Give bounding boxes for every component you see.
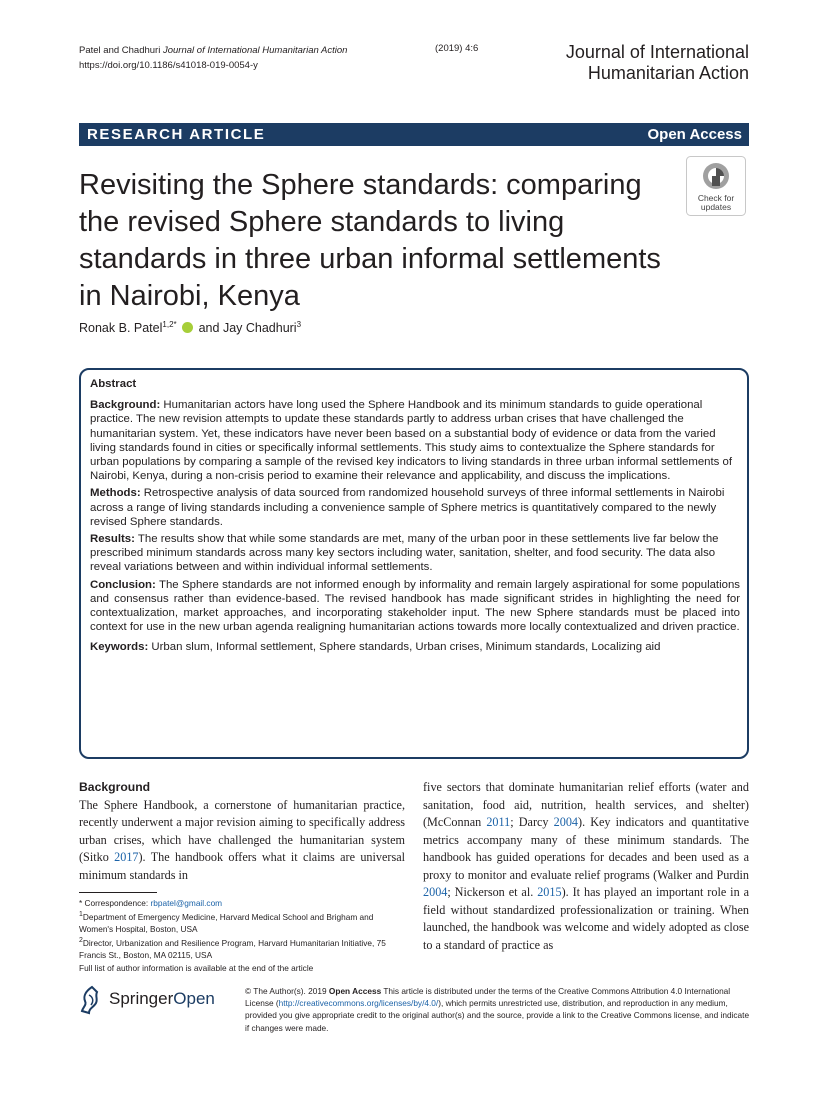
- springer-horse-icon: [79, 985, 105, 1015]
- abstract-text: Humanitarian actors have long used the Sphere Handbook and its minimum standards to guide operational practice. The new revision attempts to update these standards partly to address urban crises that have challenged the humanitarian system. Yet, these indicators have never been based on a substantial body of evidence or data from the varied living standards found in cities or specifically informal settlements. This study aims to contextualize the Sphere standards for urban populations by comparing a sample of the revised key indicators to living standards in three urban informal settlements of Nairobi, Kenya, during a non-crisis period to examine their relevance and applicability, and discuss the implications.: [90, 399, 733, 483]
- body-text: The Sphere Handbook, a cornerstone of humanitarian practice, recently underwent a major revision aiming to specifically address urban crises, which have challenged the humanitarian system (Sitko: [79, 797, 405, 864]
- section-heading: Background: [79, 780, 151, 794]
- affiliation-sup: 2: [79, 937, 83, 945]
- author-list: [79, 320, 301, 335]
- affiliation-sup: 1: [79, 911, 83, 919]
- body-text: five sectors that dominate humanitarian relief efforts (water and sanitation, food aid, nutrition, health services, and shelter) (McConnan: [423, 780, 749, 829]
- header-journal: Journal of International Humanitarian Action: [162, 45, 348, 56]
- article-type-label: RESEARCH ARTICLE: [87, 126, 266, 143]
- author-name[interactable]: Ronak B. Patel: [79, 321, 163, 336]
- springer-open-logo: [79, 985, 234, 1015]
- orcid-icon[interactable]: [182, 322, 193, 333]
- abstract-keywords: [90, 640, 740, 654]
- author-affiliation-sup: 1,2*: [162, 320, 177, 329]
- license-link[interactable]: http://creativecommons.org/licenses/by/4.0/: [278, 998, 439, 1009]
- affiliation-text: Department of Emergency Medicine, Harvard Medical School and Brigham and Women's Hospital, Boston, USA: [79, 911, 374, 935]
- body-text: ). Key indicators and quantitative metrics accompany many of these minimum standards. The handbook has guided operations for decades and been used as a proxy to monitor and evaluate relief programs (Walker and Purdin: [423, 815, 750, 882]
- abstract-label: Background:: [90, 399, 161, 412]
- crossmark-line2: updates: [700, 202, 732, 212]
- abstract-results: [90, 532, 740, 575]
- body-column-right: [423, 779, 749, 954]
- citation-link[interactable]: 2004: [423, 885, 448, 899]
- abstract-heading: Abstract: [90, 378, 137, 390]
- citation-link[interactable]: 2011: [486, 815, 511, 829]
- abstract-label: Keywords:: [90, 641, 149, 654]
- license-oa: Open Access: [328, 986, 382, 996]
- author-info-note: Full list of author information is available at the end of the article: [79, 962, 314, 973]
- author-conjunction: and: [198, 321, 220, 336]
- abstract-label: Results:: [90, 533, 135, 546]
- body-text: ). It has played an important role in a field without standardized professionalization or training. When launched, the handbook was welcome and widely adopted as close to a standard of practice as: [423, 885, 749, 952]
- crossmark-icon: [686, 156, 746, 216]
- abstract-text: Urban slum, Informal settlement, Sphere standards, Urban crises, Minimum standards, Localizing aid: [151, 641, 661, 654]
- running-header: [79, 43, 347, 73]
- citation-link[interactable]: 2017: [114, 850, 139, 864]
- header-doi[interactable]: https://doi.org/10.1186/s41018-019-0054-y: [79, 60, 258, 71]
- journal-title-line2: Humanitarian Action: [587, 63, 749, 83]
- crossmark-badge[interactable]: [686, 156, 746, 216]
- license-statement: [245, 985, 750, 1034]
- footnotes: [79, 897, 409, 974]
- crossmark-line1: Check for: [697, 193, 735, 203]
- publisher-name: Springer: [109, 989, 174, 1008]
- article-type-banner: [79, 123, 749, 146]
- license-text: © The Author(s). 2019: [245, 986, 327, 996]
- article-title: Revisiting the Sphere standards: comparing the revised Sphere standards to living standards in three urban informal settlements in Nairobi, Kenya: [79, 169, 661, 312]
- author-affiliation-sup: 3: [296, 320, 302, 329]
- abstract-text: The Sphere standards are not informed enough by informality and remain largely aspirational for some populations and consensus rather than evidence-based. The revised handbook has made significant strides in highlighting the need for contextualization, market approaches, and incorporating stakeholder input. The new Sphere standards must be placed into context for use in the new urban agenda realigning humanitarian actions towards more locally contextualized and driven practice.: [90, 578, 740, 634]
- header-authors: Patel and Chadhuri: [79, 45, 161, 56]
- body-text: ; Nickerson et al.: [447, 885, 534, 899]
- abstract-background: [90, 398, 740, 483]
- citation-link[interactable]: 2015: [537, 885, 562, 899]
- open-access-label: Open Access: [647, 126, 742, 143]
- abstract-conclusion: [90, 578, 740, 635]
- footnote-divider: [79, 892, 157, 893]
- body-paragraph: [79, 797, 405, 885]
- license-text: This article is distributed under the terms of the Creative Commons Attribution 4.0 International License (: [245, 986, 731, 1009]
- abstract-text: The results show that while some standards are met, many of the urban poor in these settlements live far below the prescribed minimum standards across many key sectors including water, sanitation, shelter, and food security. The data also reveal variations between and within individual informal settlements.: [90, 533, 719, 574]
- abstract-label: Conclusion:: [90, 578, 156, 591]
- correspondence-label: * Correspondence:: [79, 898, 149, 908]
- header-citation: (2019) 4:6: [435, 43, 479, 54]
- publisher-open: Open: [173, 989, 215, 1008]
- abstract-text: Retrospective analysis of data sourced from randomized household surveys of three informal settlements in Nairobi across a range of living standards including a convenience sample of Sphere metrics is quantitatively compared to the newly revised Sphere standards.: [90, 487, 725, 528]
- journal-title: [566, 42, 749, 84]
- license-text: ), which permits unrestricted use, distribution, and reproduction in any medium, provided you give appropriate credit to the original author(s) and the source, provide a link to the Creative Commons license, and indicate if changes were made.: [245, 998, 750, 1033]
- affiliation-text: Director, Urbanization and Resilience Program, Harvard Humanitarian Initiative, 75 Francis St., Boston, MA 02115, USA: [79, 938, 386, 961]
- abstract-label: Methods:: [90, 487, 141, 500]
- publisher-wordmark: [109, 989, 215, 1009]
- journal-title-line1: Journal of International: [565, 42, 749, 62]
- correspondence-email[interactable]: rbpatel@gmail.com: [150, 898, 223, 908]
- body-text: ). The handbook offers what it claims are universal minimum standards in: [79, 850, 405, 882]
- author-name[interactable]: Jay Chadhuri: [222, 321, 297, 336]
- body-text: ; Darcy: [510, 815, 549, 829]
- body-column-left: [79, 779, 405, 884]
- abstract-methods: [90, 486, 740, 529]
- abstract-box: [79, 368, 749, 759]
- citation-link[interactable]: 2004: [553, 815, 579, 829]
